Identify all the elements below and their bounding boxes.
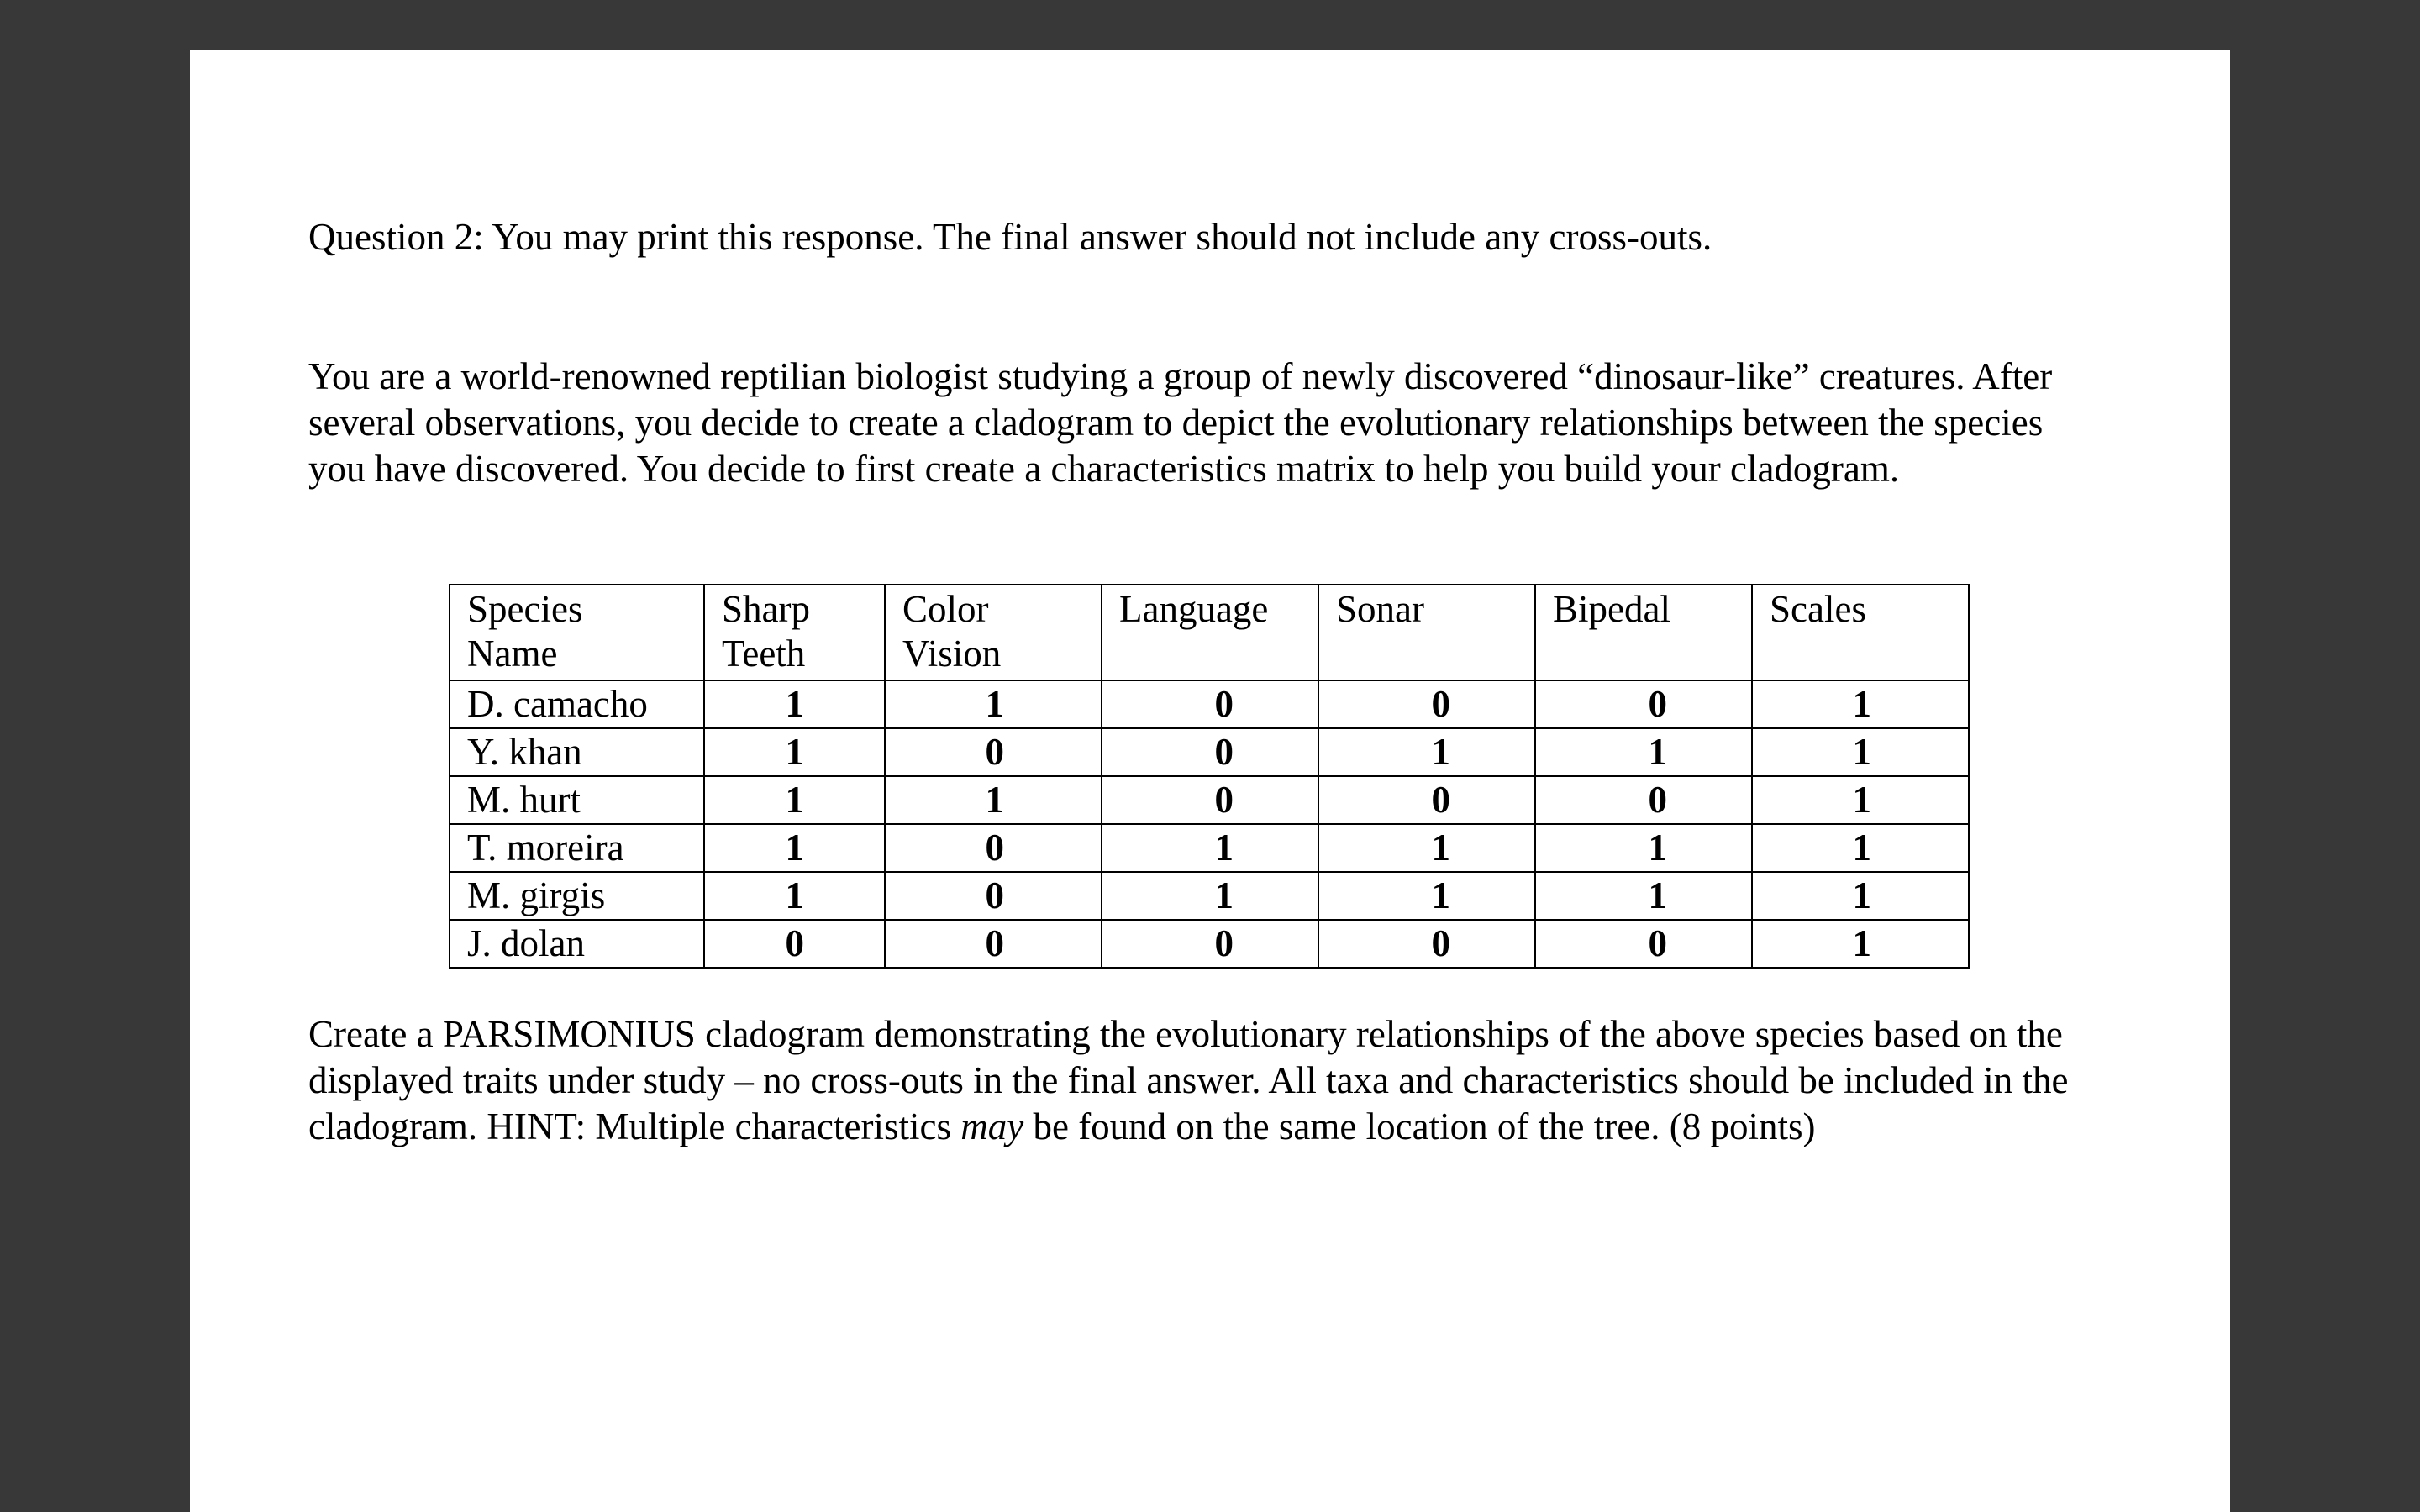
cell-color-vision: 1 (885, 776, 1102, 824)
question-title: Question 2: You may print this response. The final answer should not include any cross-outs. (308, 216, 1712, 258)
header-scales: Scales (1752, 585, 1969, 680)
header-bipedal: Bipedal (1535, 585, 1752, 680)
cell-scales: 1 (1752, 872, 1969, 920)
cell-color-vision: 0 (885, 920, 1102, 968)
header-species-name (450, 585, 704, 680)
header-species-line2: Name (467, 633, 558, 675)
instructions-paragraph (308, 1011, 2098, 1150)
cell-sharp-teeth: 1 (704, 872, 885, 920)
cell-language: 1 (1102, 824, 1318, 872)
cell-sharp-teeth: 1 (704, 680, 885, 728)
cell-species: M. girgis (450, 872, 704, 920)
cell-sonar: 1 (1318, 824, 1535, 872)
table-row (450, 680, 1969, 728)
cell-language: 0 (1102, 776, 1318, 824)
instructions-text-2: be found on the same location of the tree. (8 points) (1023, 1105, 1816, 1147)
matrix-header-row (450, 585, 1969, 680)
cell-language: 1 (1102, 872, 1318, 920)
cell-color-vision: 1 (885, 680, 1102, 728)
cell-species: M. hurt (450, 776, 704, 824)
cell-language: 0 (1102, 728, 1318, 776)
header-teeth-line2: Teeth (722, 633, 806, 675)
cell-species: T. moreira (450, 824, 704, 872)
header-language: Language (1102, 585, 1318, 680)
instructions-emphasis: may (960, 1105, 1024, 1147)
instructions-text-1: Create a PARSIMONIUS cladogram demonstrating the evolutionary relationships of the above species based on the displayed traits under study – no cross-outs in the final answer. All taxa and characteristics should be included in the cladogram. HINT: Multiple characteristics (308, 1013, 2069, 1147)
header-sonar: Sonar (1318, 585, 1535, 680)
header-teeth-line1: Sharp (722, 588, 810, 630)
cell-language: 0 (1102, 680, 1318, 728)
characteristics-matrix (449, 584, 1970, 969)
header-sharp-teeth (704, 585, 885, 680)
cell-scales: 1 (1752, 824, 1969, 872)
cell-color-vision: 0 (885, 872, 1102, 920)
cell-species: Y. khan (450, 728, 704, 776)
table-row (450, 824, 1969, 872)
cell-sharp-teeth: 1 (704, 776, 885, 824)
cell-bipedal: 0 (1535, 680, 1752, 728)
cell-bipedal: 1 (1535, 728, 1752, 776)
cell-bipedal: 1 (1535, 824, 1752, 872)
cell-sonar: 0 (1318, 776, 1535, 824)
header-color-line2: Vision (902, 633, 1002, 675)
cell-language: 0 (1102, 920, 1318, 968)
cell-sharp-teeth: 0 (704, 920, 885, 968)
header-species-line1: Species (467, 588, 583, 630)
cell-species: D. camacho (450, 680, 704, 728)
cell-color-vision: 0 (885, 728, 1102, 776)
cell-bipedal: 0 (1535, 920, 1752, 968)
cell-sonar: 0 (1318, 680, 1535, 728)
cell-sharp-teeth: 1 (704, 728, 885, 776)
cell-scales: 1 (1752, 776, 1969, 824)
cell-scales: 1 (1752, 680, 1969, 728)
cell-sonar: 0 (1318, 920, 1535, 968)
intro-paragraph: You are a world-renowned reptilian biologist studying a group of newly discovered “dinosaur-like” creatures. After several observations, you decide to create a cladogram to depict the evolutionary relationships between the species you have discovered. You decide to first create a characteristics matrix to help you build your cladogram. (308, 355, 2053, 490)
cell-color-vision: 0 (885, 824, 1102, 872)
cell-bipedal: 0 (1535, 776, 1752, 824)
table-row (450, 920, 1969, 968)
table-row (450, 872, 1969, 920)
header-color-line1: Color (902, 588, 989, 630)
cell-species: J. dolan (450, 920, 704, 968)
cell-sharp-teeth: 1 (704, 824, 885, 872)
cell-sonar: 1 (1318, 728, 1535, 776)
cell-bipedal: 1 (1535, 872, 1752, 920)
cell-scales: 1 (1752, 728, 1969, 776)
table-row (450, 728, 1969, 776)
table-row (450, 776, 1969, 824)
document-page (190, 50, 2230, 1512)
cell-scales: 1 (1752, 920, 1969, 968)
header-color-vision (885, 585, 1102, 680)
cell-sonar: 1 (1318, 872, 1535, 920)
